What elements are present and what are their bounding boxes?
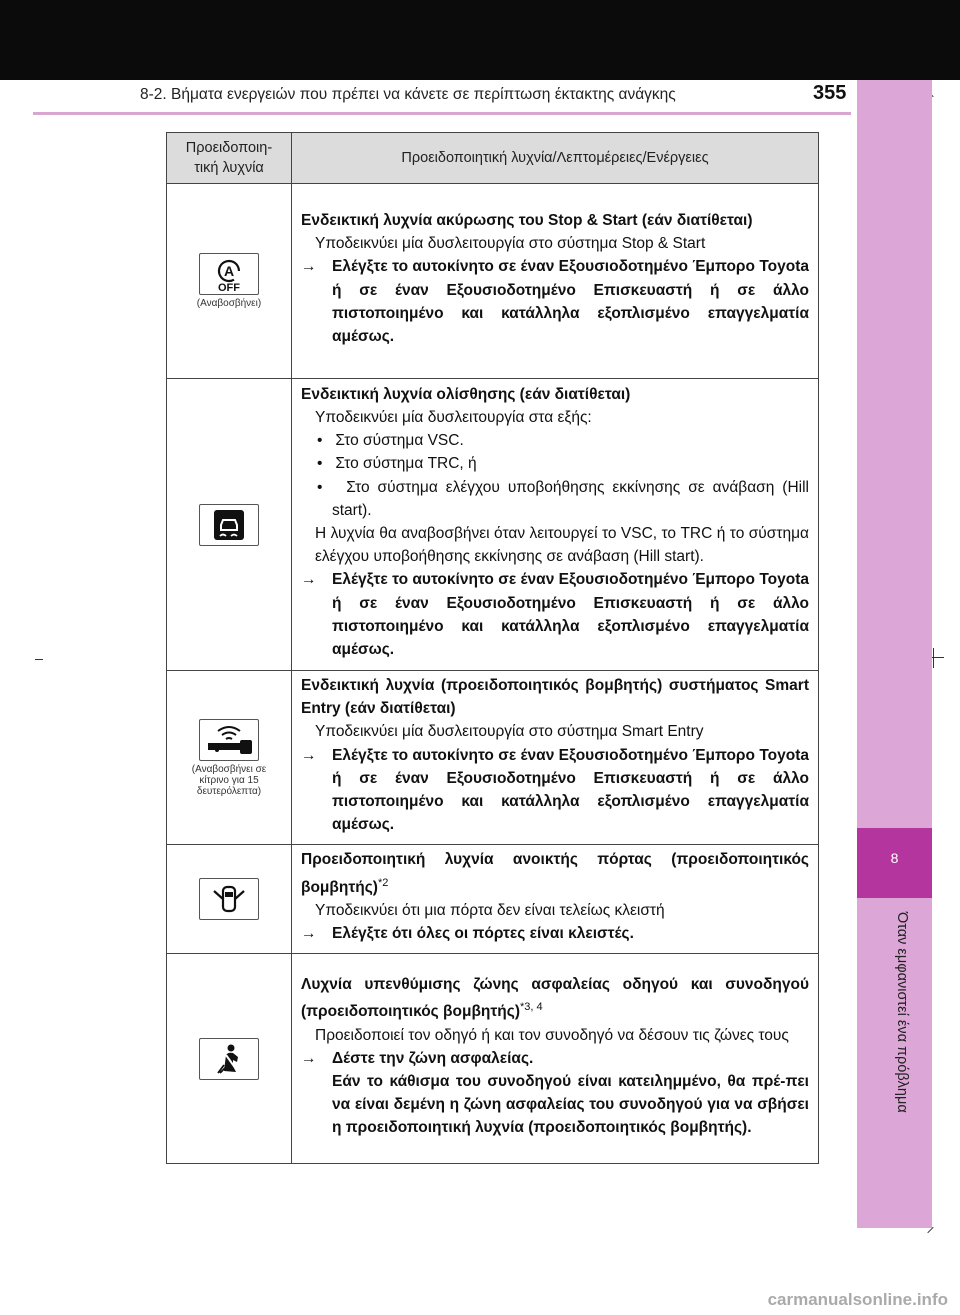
watermark-text: carmanualsonline.info (767, 1290, 948, 1309)
row-description-2: Η λυχνία θα αναβοσβήνει όταν λειτουργεί το VSC, το TRC ή το σύστημα ελέγχου υποβοήθησης εκκίνησης σε ανάβαση (Hill start). (315, 525, 809, 566)
row-action (301, 568, 809, 661)
list-item: • Στο σύστημα VSC. (317, 432, 464, 450)
chapter-title: Όταν εμφανιστεί ένα πρόβλημα (894, 912, 910, 1113)
list-item: • Στο σύστημα ελέγχου υποβοήθησης εκκίνησης σε ανάβαση (Hill start). (317, 478, 809, 519)
details-cell (292, 845, 819, 954)
row-title (301, 848, 809, 899)
table-row (167, 671, 819, 845)
row-action (301, 922, 809, 945)
arrow-icon: → (301, 1049, 317, 1067)
row-action (301, 255, 809, 348)
arrow-icon: → (301, 925, 317, 943)
table-row (167, 184, 819, 379)
details-cell (292, 184, 819, 379)
list-item-text: Στο σύστημα ελέγχου υποβοήθησης εκκίνησης σε ανάβαση (Hill start). (332, 478, 809, 519)
row-description: Υποδεικνύει μία δυσλειτουργία στο σύστημα Smart Entry (315, 723, 704, 741)
icon-letter: A (223, 263, 235, 279)
footnote-ref: *3, 4 (520, 1001, 543, 1014)
table-row (167, 845, 819, 954)
warning-lights-table (166, 132, 819, 1164)
row-action (301, 744, 809, 837)
icon-off-text: OFF (218, 282, 240, 294)
icon-cell (167, 845, 292, 954)
list-item: • Στο σύστημα TRC, ή (317, 455, 477, 473)
arrow-icon: → (301, 258, 317, 276)
top-black-band (0, 0, 960, 80)
row-title: Ενδεικτική λυχνία ακύρωσης του Stop & Start (εάν διατίθεται) (301, 211, 753, 229)
icon-note: (Αναβοσβήνει σε κίτρινο για 15 δευτερόλεπτα) (191, 763, 267, 797)
row-description: Υποδεικνύει μία δυσλειτουργία στα εξής: (315, 408, 592, 426)
table-row (167, 379, 819, 671)
row-description: Προειδοποιεί τον οδηγό ή και τον συνοδηγό να δέσουν τις ζώνες τους (315, 1026, 789, 1044)
smart-key-icon (199, 719, 259, 761)
icon-cell (167, 671, 292, 845)
action-text: Ελέγξτε το αυτοκίνητο σε έναν Εξουσιοδοτημένο Έμπορο Toyota ή σε έναν Εξουσιοδοτημένο Επισκευαστή ή σε άλλο πιστοποιημένο και κατάλληλα εξοπλισμένο επαγγελματία αμέσως. (332, 571, 809, 659)
col-header-details: Προειδοποιητική λυχνία/Λεπτομέρειες/Ενέργειες (292, 133, 819, 184)
section-header: 8-2. Βήματα ενεργειών που πρέπει να κάνετε σε περίπτωση έκτακτης ανάγκης (140, 86, 676, 103)
icon-cell (167, 184, 292, 379)
row-description: Υποδεικνύει ότι μια πόρτα δεν είναι τελείως κλειστή (315, 901, 665, 919)
details-cell (292, 671, 819, 845)
stop-start-off-icon (199, 253, 259, 295)
row-title: Ενδεικτική λυχνία ολίσθησης (εάν διατίθεται) (301, 385, 631, 403)
open-door-icon (199, 878, 259, 920)
footer-watermark (0, 1290, 960, 1310)
table-header-row (167, 133, 819, 184)
action-text: Δέστε την ζώνη ασφαλείας. (332, 1049, 534, 1067)
list-item-text: Στο σύστημα VSC. (335, 432, 464, 450)
action-text: Ελέγξτε ότι όλες οι πόρτες είναι κλειστές. (332, 925, 634, 943)
crop-mark (35, 659, 43, 660)
row-description: Υποδεικνύει μία δυσλειτουργία στο σύστημα Stop & Start (315, 235, 706, 253)
row-action-note: Εάν το κάθισμα του συνοδηγού είναι κατειλημμένο, θα πρέ-πει να είναι δεμένη η ζώνη ασφαλείας του συνοδηγού για να σβήσει η προειδοποιητική λυχνία (προειδοποιητικός βομβητής). (332, 1073, 809, 1137)
icon-note: (Αναβοσβήνει) (196, 298, 262, 309)
icon-cell (167, 379, 292, 671)
row-title: Ενδεικτική λυχνία (προειδοποιητικός βομβητής) συστήματος Smart Entry (εάν διατίθεται) (301, 677, 809, 718)
details-cell (292, 379, 819, 671)
side-tab-top (857, 80, 932, 828)
row-title-text: Λυχνία υπενθύμισης ζώνης ασφαλείας οδηγού και συνοδηγού (προειδοποιητικός βομβητής) (301, 976, 809, 1021)
icon-cell (167, 954, 292, 1164)
arrow-icon: → (301, 571, 317, 589)
action-text: Ελέγξτε το αυτοκίνητο σε έναν Εξουσιοδοτημένο Έμπορο Toyota ή σε έναν Εξουσιοδοτημένο Επισκευαστή ή σε άλλο πιστοποιημένο και κατάλληλα εξοπλισμένο επαγγελματία αμέσως. (332, 258, 809, 345)
col-header-light: Προειδοποιη-τική λυχνία (167, 133, 292, 184)
row-title-text: Προειδοποιητική λυχνία ανοικτής πόρτας (προειδοποιητικός βομβητής) (301, 851, 809, 896)
row-action (301, 1047, 809, 1070)
footnote-ref: *2 (377, 876, 389, 889)
page-number: 355 (813, 82, 847, 104)
seatbelt-icon (199, 1038, 259, 1080)
list-item-text: Στο σύστημα TRC, ή (335, 455, 477, 473)
table-row (167, 954, 819, 1164)
chapter-number: 8 (890, 850, 899, 866)
slip-indicator-icon (199, 504, 259, 546)
action-text: Ελέγξτε το αυτοκίνητο σε έναν Εξουσιοδοτημένο Έμπορο Toyota ή σε έναν Εξουσιοδοτημένο Επισκευαστή ή σε άλλο πιστοποιημένο και κατάλληλα εξοπλισμένο επαγγελματία αμέσως. (332, 746, 809, 834)
arrow-icon: → (301, 746, 317, 764)
row-title (301, 973, 809, 1024)
details-cell (292, 954, 819, 1164)
header-rule (33, 112, 851, 115)
crop-mark (933, 648, 934, 668)
